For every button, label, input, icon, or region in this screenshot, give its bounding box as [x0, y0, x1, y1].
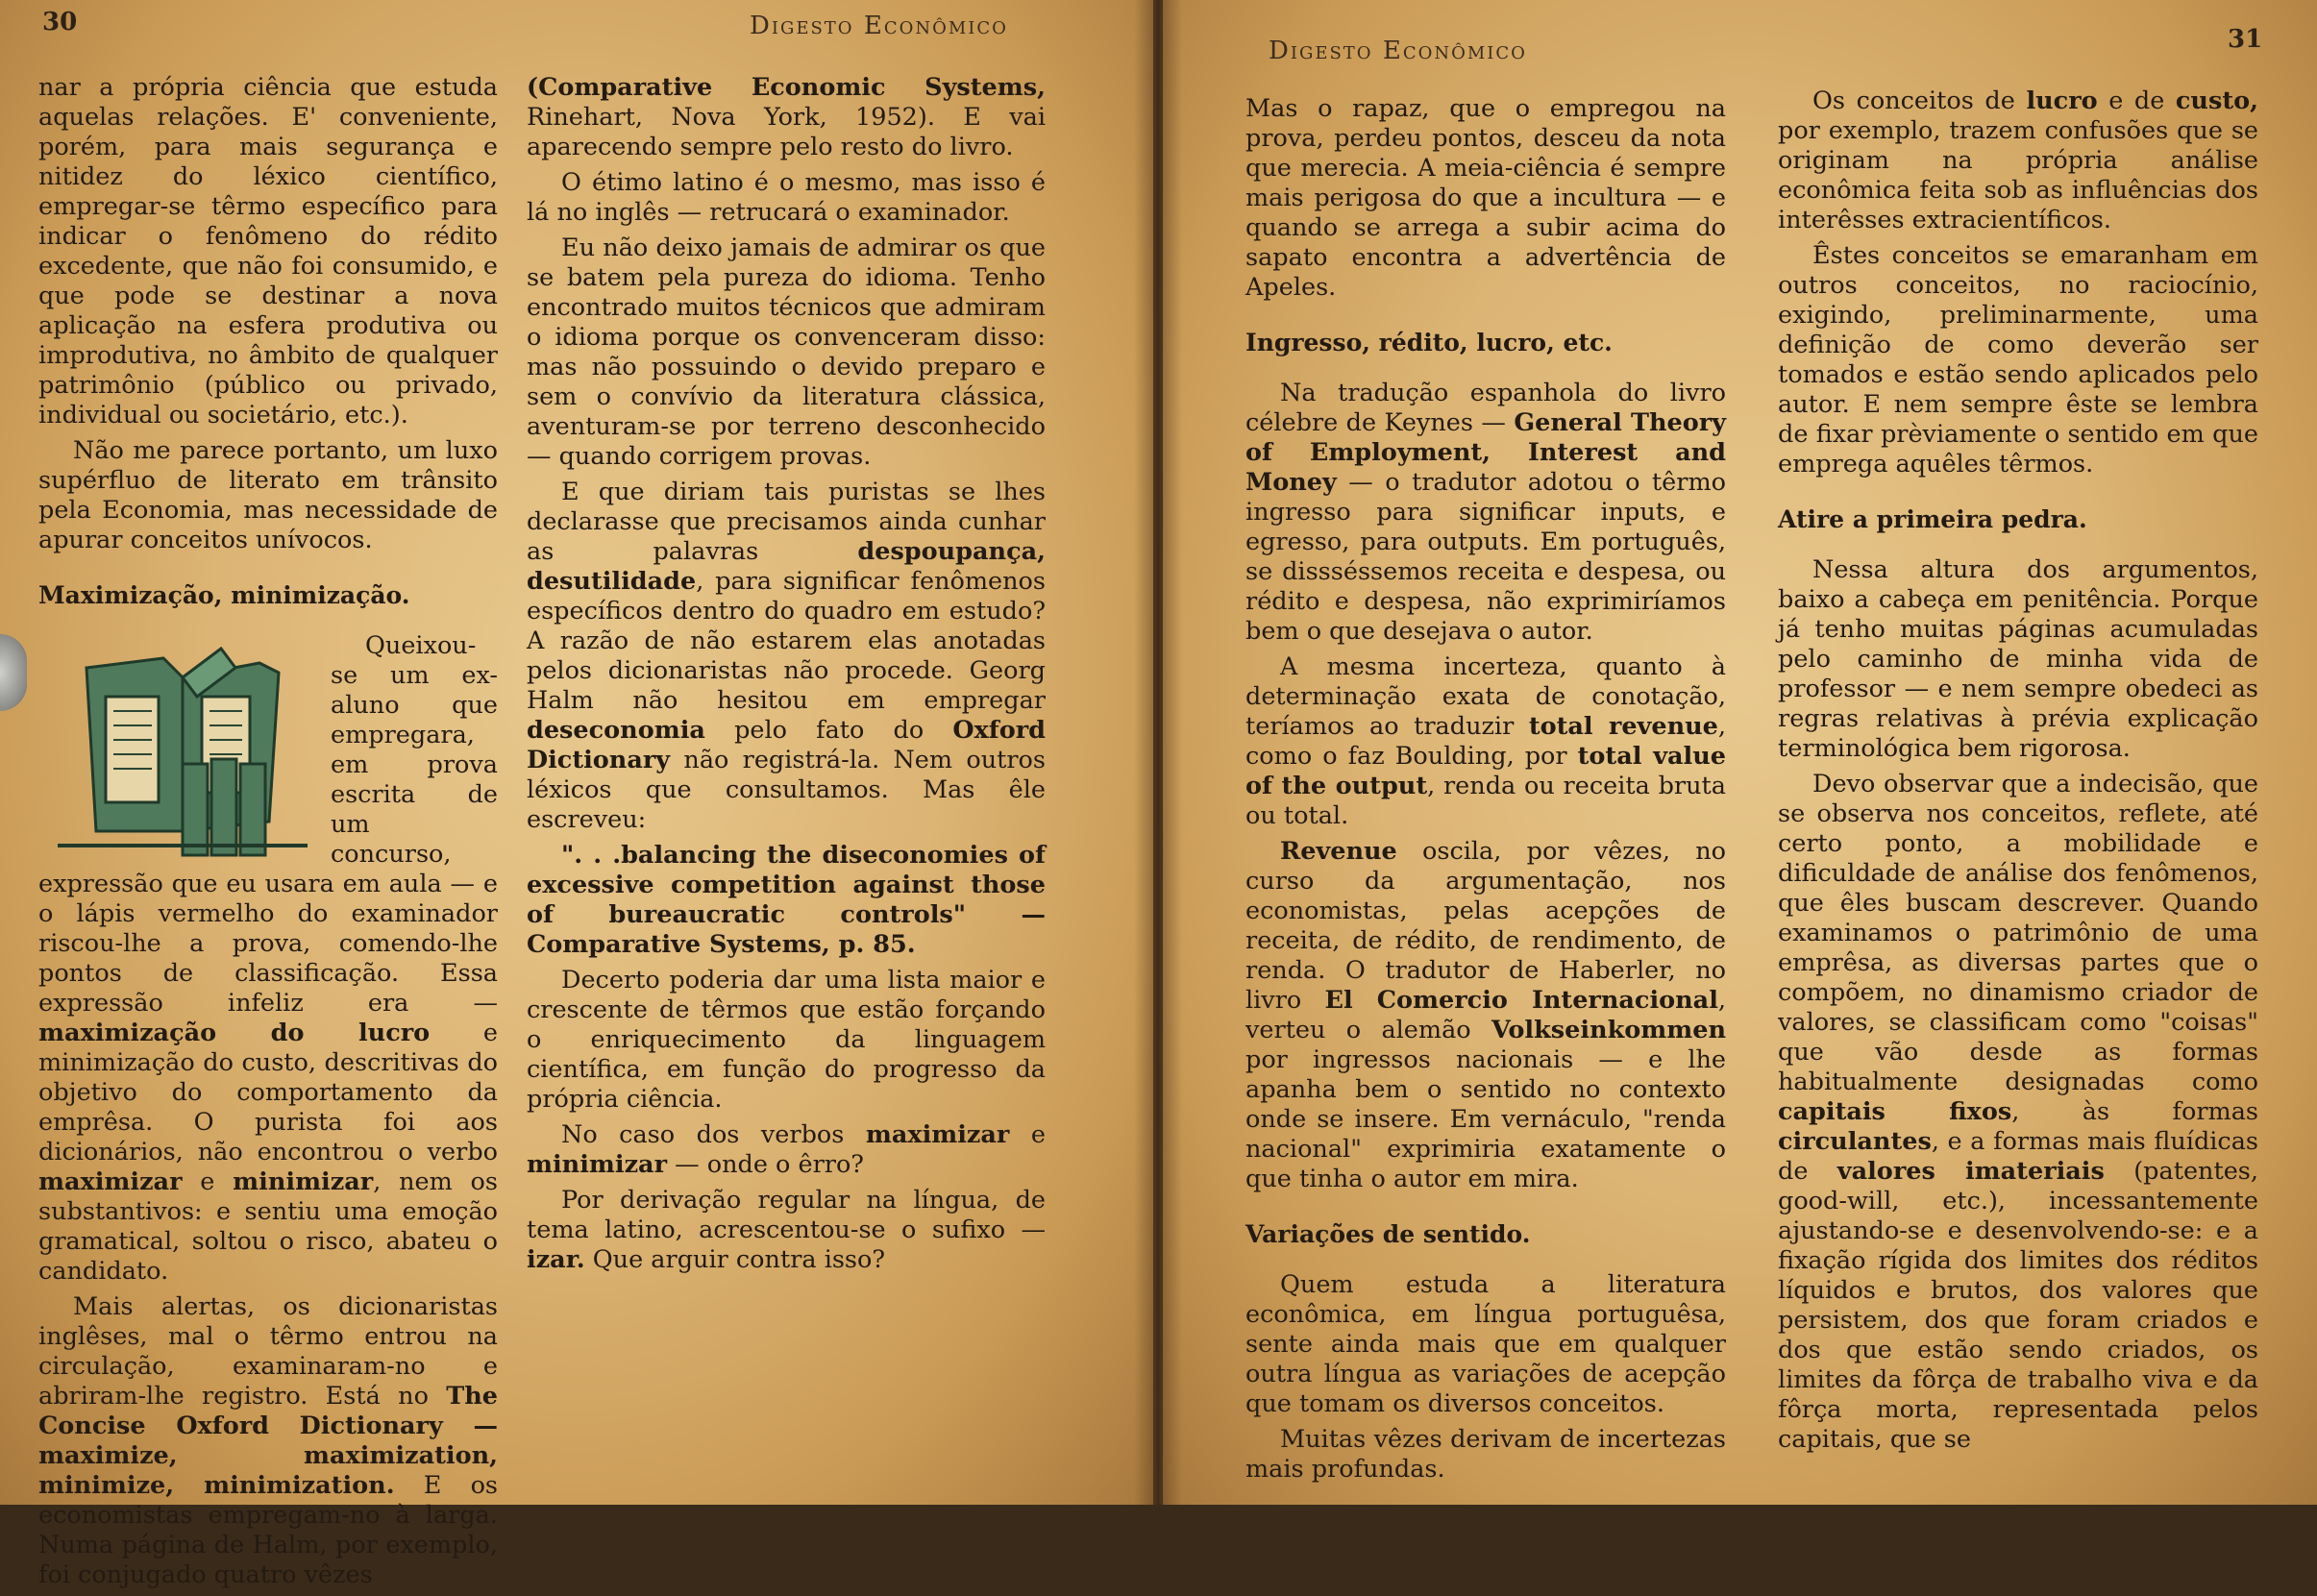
bold-term: minimizar [527, 1150, 668, 1179]
bold-term: custo, [2175, 86, 2258, 115]
page-number-left: 30 [42, 8, 78, 37]
text-span: , renda ou receita bruta ou total. [1245, 772, 1726, 830]
bold-term: circulantes [1778, 1127, 1932, 1156]
bold-term: despoupança, desutilidade [527, 537, 1046, 596]
paragraph [1778, 770, 2258, 1455]
paragraph [527, 73, 1046, 162]
bold-term: izar. [527, 1245, 585, 1274]
coin-edge [0, 634, 27, 711]
bold-term: total value of the output [1245, 742, 1726, 800]
text-span: e [1009, 1120, 1046, 1149]
text-span: E que diriam tais puristas se lhes declarasse que precisamos ainda cunhar as palavras [527, 478, 1046, 566]
text-span: , nem os substantivos: e sentiu uma emoção gramatical, soltou o risco, abateu o candidato. [38, 1167, 498, 1286]
text-span: por ingressos nacionais — e lhe apanha bem o sentido no contexto onde se insere. Em vernáculo, "renda nacional" exprimiria exatamente o que tinha o autor em mira. [1245, 1045, 1726, 1193]
paragraph [1778, 86, 2258, 235]
paragraph: Nessa altura dos argumentos, baixo a cabeça em penitência. Porque já tenho muitas páginas acumuladas pelo caminho de minha vida de professor — e nem sempre obedeci as regras relativas à prévia explicação terminológica bem rigorosa. [1778, 555, 2258, 763]
paragraph [527, 1186, 1046, 1275]
section-heading: Ingresso, rédito, lucro, etc. [1245, 329, 1613, 356]
text-span: Que arguir contra isso? [584, 1245, 886, 1274]
text-span: — onde o êrro? [667, 1150, 864, 1179]
text-span: , e a formas mais fluídicas de [1778, 1127, 2258, 1186]
right-column-2 [1778, 86, 2258, 1461]
bold-term: Oxford Dictionary [527, 716, 1046, 774]
section-heading: Maximização, minimização. [38, 581, 410, 609]
text-span: por exemplo, trazem confusões que se originam na própria análise econômica feita sob as influências dos interêsses extracientíficos. [1778, 116, 2258, 234]
bold-term: minimizar [233, 1167, 374, 1196]
paragraph [38, 1292, 498, 1590]
paragraph: nar a própria ciência que estuda aquelas relações. E' conveniente, porém, para mais segurança e nitidez do léxico científico, empregar-se têrmo específico para indicar o fenômeno do rédito excedente, que não foi consumido, e que pode se destinar a nova aplicação na esfera produtiva ou improdutiva, no âmbito de qualquer patrimônio (público ou privado, individual ou societário, etc.). [38, 73, 498, 430]
bold-term: maximizar [865, 1120, 1010, 1149]
bold-term: (Comparative Economic Systems, [527, 73, 1046, 102]
text-span: Os conceitos de [1812, 86, 2027, 115]
book-gutter [1134, 0, 1182, 1505]
text-span: Rinehart, Nova York, 1952). E vai aparecendo sempre pelo resto do livro. [527, 103, 1046, 161]
paragraph: Decerto poderia dar uma lista maior e crescente de têrmos que estão forçando o enriquecimento da linguagem científica, em função do progresso da própria ciência. [527, 966, 1046, 1114]
paragraph: Quem estuda a literatura econômica, em língua portuguêsa, sente ainda mais que em qualquer outra língua as variações de acepção que tomam os diversos conceitos. [1245, 1270, 1726, 1418]
text-span: No caso dos verbos [561, 1120, 866, 1149]
text-span: não registrá-la. Nem outros léxicos que consultamos. Mas êle escreveu: [527, 746, 1046, 834]
bold-term: Revenue [1280, 837, 1397, 866]
left-column-2 [527, 73, 1046, 1281]
text-span: Por derivação regular na língua, de tema latino, acrescentou-se o sufixo — [527, 1186, 1046, 1244]
paragraph [38, 631, 498, 1287]
section-heading: Variações de sentido. [1245, 1220, 1531, 1248]
bold-term: lucro [2026, 86, 2098, 115]
paragraph: O étimo latino é o mesmo, mas isso é lá no inglês — retrucará o examinador. [527, 168, 1046, 227]
paragraph: Eu não deixo jamais de admirar os que se batem pela pureza do idioma. Tenho encontrado muitos técnicos que admiram o idioma porque os convenceram disso: mas não possuindo o devido preparo e sem o convívio da literatura clássica, aventuram-se por terreno desconhecido — quando corrigem provas. [527, 233, 1046, 471]
text-span: pelo fato do [704, 716, 953, 745]
text-span: E os economistas empregam-no à larga. Numa página de Halm, por exemplo, foi conjugado quatro vêzes [38, 1471, 499, 1589]
page-number-right: 31 [2228, 25, 2263, 54]
bold-term: total revenue [1528, 712, 1718, 741]
right-column-1 [1245, 94, 1726, 1490]
running-head-left: Digesto Econômico [750, 12, 1008, 40]
bold-term: maximizar [38, 1167, 183, 1196]
text-span: , como o faz Boulding, por [1245, 712, 1726, 771]
paragraph [527, 1120, 1046, 1180]
quotation: ". . .balancing the diseconomies of excessive competition against those of bureaucratic controls" — Comparative Systems, p. 85. [527, 841, 1046, 959]
text-span: — o tradutor adotou o têrmo ingresso para significar inputs, e egresso, para outputs. Em português, se dissséssemos receita e despesa, ou rédito e despesa, não exprimiríamos bem o que desejava o autor. [1245, 468, 1726, 646]
bold-term: capitais fixos [1778, 1097, 2012, 1126]
text-span: Queixou-se um ex-aluno que empregara, em prova escrita de um concurso, expressão que eu usara em aula — e o lápis vermelho do examinador riscou-lhe a prova, comendo-lhe pontos de classificação. Essa expressão infeliz era — [38, 631, 498, 1018]
text-span: (patentes, good-will, etc.), incessantemente ajustando-se e desenvolvendo-se: e a fixação rígida dos limites dos réditos líquidos e brutos, dos valores que persistem, dos que foram criados e dos que estão sendo criados, os limites da fôrça de trabalho viva e da fôrça morta, representada pelos capitais, que se [1778, 1157, 2258, 1454]
bold-term: Volkseinkommen [1491, 1016, 1726, 1044]
bold-term: General Theory of Employment, Interest and Money [1245, 408, 1726, 497]
text-span: Devo observar que a indecisão, que se observa nos conceitos, reflete, até certo ponto, a mobilidade e dificuldade de análise dos fenômenos, que êles buscam descrever. Quando examinamos o patrimônio de uma emprêsa, as diversas partes que o compõem, no dinamismo criador de valores, se classificam como "coisas" que vão desde as formas habitualmente designadas como [1778, 770, 2258, 1096]
books-illustration [38, 639, 317, 860]
paragraph [1245, 652, 1726, 831]
paragraph [527, 478, 1046, 835]
paragraph [1245, 837, 1726, 1194]
text-span: A mesma incerteza, quanto à determinação exata de conotação, teríamos ao traduzir [1245, 652, 1726, 741]
paragraph: Mas o rapaz, que o empregou na prova, perdeu pontos, desceu da nota que merecia. A meia-ciência é sempre mais perigosa do que a incultura — e quando se arrega a subir acima do sapato encontra a advertência de Apeles. [1245, 94, 1726, 302]
left-page [0, 0, 1153, 1589]
text-span: , às formas [2011, 1097, 2258, 1126]
text-span: , descritivas do objetivo do comportamento da emprêsa. O purista foi aos dicionários, não encontrou o verbo [38, 1048, 498, 1166]
bold-term: maximização do lucro [38, 1019, 431, 1047]
text-span: Na tradução espanhola do livro célebre de Keynes — [1245, 379, 1726, 437]
section-heading: Atire a primeira pedra. [1778, 505, 2087, 533]
running-head-right: Digesto Econômico [1269, 37, 1527, 65]
text-span: e de [2097, 86, 2176, 115]
paragraph: Não me parece portanto, um luxo supérfluo de literato em trânsito pela Economia, mas necessidade de apurar conceitos unívocos. [38, 436, 498, 554]
bold-term: The Concise Oxford Dictionary — maximize, maximization, minimize, minimization. [38, 1382, 498, 1500]
bold-term: deseconomia [527, 716, 705, 745]
right-page [1163, 0, 2317, 1505]
text-span: , verteu o alemão [1245, 986, 1726, 1044]
text-span: , para significar fenômenos específicos dentro do quadro em estudo? A razão de não estarem elas anotadas pelos dicionaristas não procede. Georg Halm não hesitou em empregar [527, 567, 1046, 715]
bold-term: El Comercio Internacional [1324, 986, 1718, 1015]
text-span: Mais alertas, os dicionaristas inglêses, mal o têrmo entrou na circulação, examinaram-no e abriram-lhe registro. Está no [38, 1292, 498, 1411]
text-span: e [182, 1167, 234, 1196]
bold-term: valores imateriais [1836, 1157, 2105, 1186]
left-column-1 [38, 73, 498, 1596]
text-span: e minimização do custo [38, 1019, 498, 1077]
paragraph: Êstes conceitos se emaranham em outros conceitos, no raciocínio, exigindo, preliminarmente, uma definição de como deverão ser tomados e estão sendo aplicados pelo autor. E nem sempre êste se lembra de fixar prèviamente o sentido em que emprega aquêles têrmos. [1778, 241, 2258, 479]
paragraph: Muitas vêzes derivam de incertezas mais profundas. [1245, 1425, 1726, 1484]
paragraph [1245, 379, 1726, 647]
text-span: oscila, por vêzes, no curso da argumentação, nos economistas, pelas acepções de receita, de rédito, de rendimento, de renda. O tradutor de Haberler, no livro [1245, 837, 1726, 1015]
